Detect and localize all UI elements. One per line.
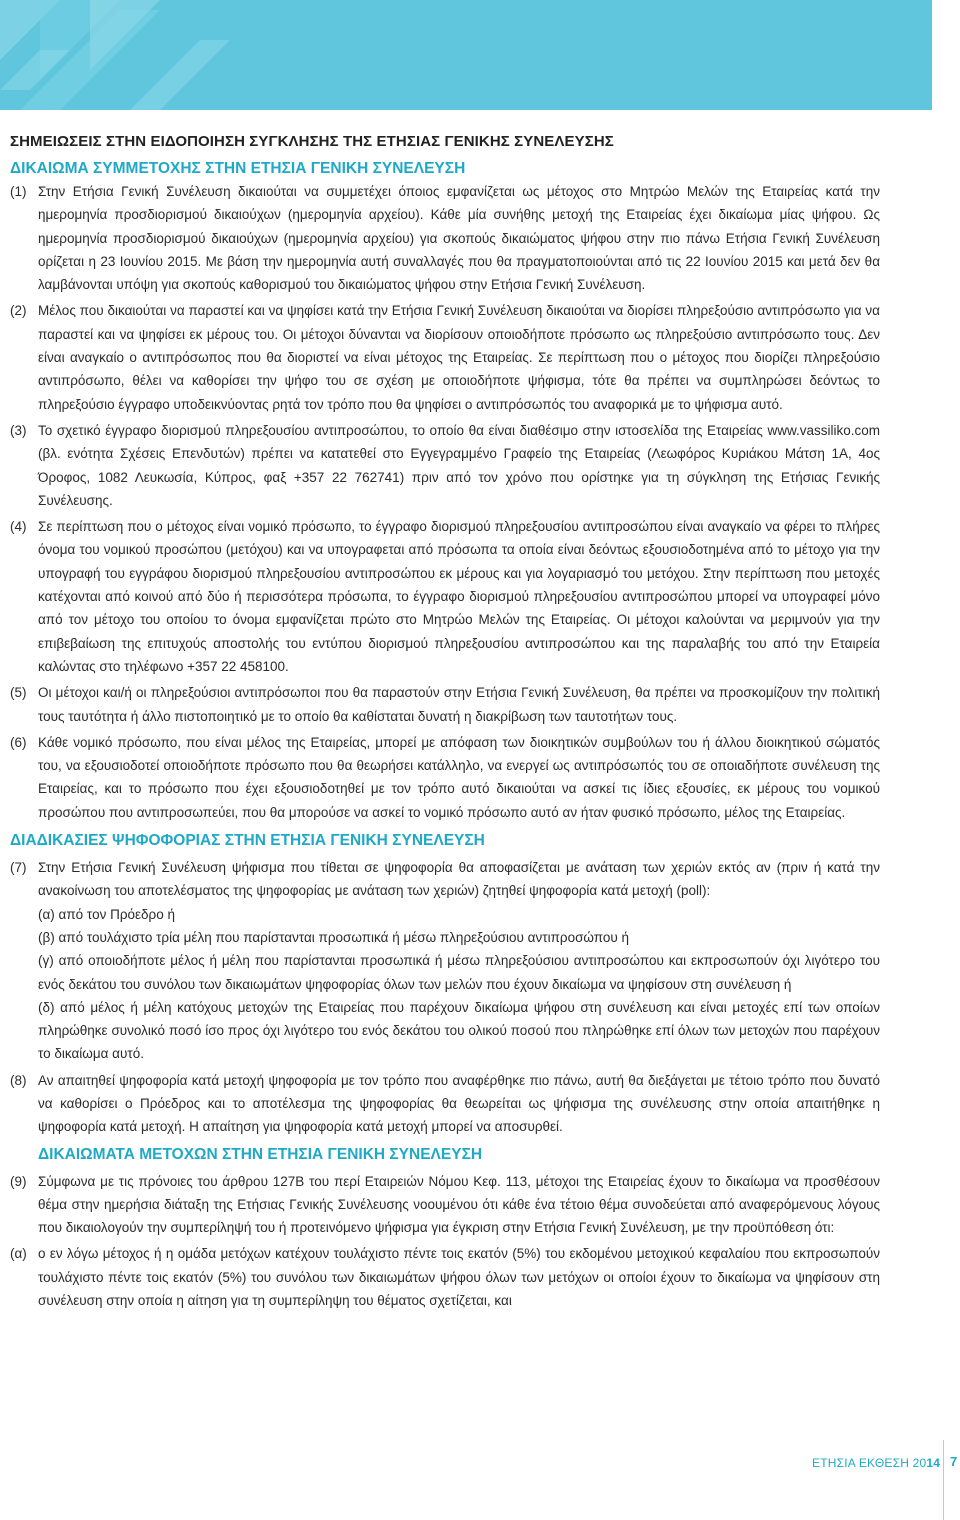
note-number: (9) [10, 1173, 27, 1189]
note-subitem-c: (γ) από οποιοδήποτε μέλος ή μέλη που παρίστανται προσωπικά ή μέσω πληρεξούσιου αντιπροσώπου και εκπροσωπούν όχι λιγότερο του ενός δεκάτου του συνόλου των δικαιωμάτων ψηφοφορίας όλων των μελών που έχουν δικαίωμα να ψηφίσουν στη συνέλευση ή [38, 953, 880, 992]
note-item-6 [10, 731, 880, 824]
note-text: Το σχετικό έγγραφο διορισμού πληρεξουσίου αντιπροσώπου, το οποίο θα είναι διαθέσιμο στην ιστοσελίδα της Εταιρείας www.vassiliko.com (βλ. ενότητα Σχέσεις Επενδυτών) πρέπει να κατατεθεί στο Εγγεγραμμένο Γραφείο της Εταιρείας (Λεωφόρος Κυριάκου Μάτση 1Α, 4ος Όροφος, 1082 Λευκωσία, Κύπρος, φαξ +357 22 762741) πριν από τον χρόνο που ορίστηκε για τη σύγκληση της Ετήσιας Γενικής Συνέλευσης. [38, 422, 880, 508]
page-number: 7 [950, 1454, 958, 1469]
footer-label: ΕΤΗΣΙΑ ΕΚΘΕΣΗ 20 [812, 1456, 927, 1470]
section-title-rights: ΔΙΚΑΙΩΜΑΤΑ ΜΕΤΟΧΩΝ ΣΤΗΝ ΕΤΗΣΙΑ ΓΕΝΙΚΗ ΣΥΝΕΛΕΥΣΗ [38, 1145, 483, 1163]
note-text: Μέλος που δικαιούται να παραστεί και να ψηφίσει κατά την Ετήσια Γενική Συνέλευση δικαιούται να διορίσει πληρεξούσιο αντιπρόσωπο για να παραστεί και να ψηφίσει εκ μέρους του. Οι μέτοχοι δύνανται να διορίσουν οποιοδήποτε πρόσωπο ως πληρεξούσιο αντιπρόσωπο τους. Δεν είναι αναγκαίο ο αντιπρόσωπος που θα διοριστεί να είναι μέτοχος της Εταιρείας. Σε περίπτωση που ο μέτοχος που διορίζει πληρεξούσιο αντιπρόσωπο, θέλει να καθορίσει την ψήφο του σε σχέση με οποιοδήποτε ψήφισμα, τότε θα πρέπει να συμπληρώσει δεόντως το πληρεξούσιο έγγραφο υποδεικνύοντας ρητά τον τρόπο που θα ψηφίσει ο αντιπρόσωπός του αναφορικά με το ψήφισμα αυτό. [38, 303, 880, 412]
note-text: Οι μέτοχοι και/ή οι πληρεξούσιοι αντιπρόσωποι που θα παραστούν στην Ετήσια Γενική Συνέλευση, θα πρέπει να προσκομίζουν την πολιτική τους ταυτότητα ή άλλο πιστοποιητικό με το οποίο θα καθίσταται δυνατή η διακρίβωση των ταυτοτήτων τους. [38, 685, 880, 724]
note-subitem-text: ο εν λόγω μέτοχος ή η ομάδα μετόχων κατέχουν τουλάχιστο πέντε τοις εκατόν (5%) του εκδομένου μετοχικού κεφαλαίου που εκπροσωπούν τουλάχιστο πέντε τοις εκατόν (5%) του συνόλου των δικαιωμάτων ψήφου όλων των μετόχων οι οποίοι έχουν το δικαίωμα να ψηφίσουν στη συνέλευση στην οποία η αίτηση για τη συμπερίληψη του θέματος σχετίζεται, και [38, 1246, 880, 1309]
note-item-7 [10, 856, 880, 1066]
note-text: Στην Ετήσια Γενική Συνέλευση ψήφισμα που τίθεται σε ψηφοφορία θα αποφασίζεται με ανάταση των χεριών εκτός αν (πριν ή κατά την ανακοίνωση του αποτελέσματος της ψηφοφορίας με ανάταση των χεριών) ζητηθεί ψηφοφορία κατά μετοχή (poll): [38, 860, 880, 899]
footer-report-label [812, 1456, 940, 1470]
note-number: (2) [10, 303, 27, 319]
document-body [10, 133, 880, 1315]
page-title: ΣΗΜΕΙΩΣΕΙΣ ΣΤΗΝ ΕΙΔΟΠΟΙΗΣΗ ΣΥΓΚΛΗΣΗΣ ΤΗΣ ΕΤΗΣΙΑΣ ΓΕΝΙΚΗΣ ΣΥΝΕΛΕΥΣΗΣ [10, 133, 614, 150]
note-item-8 [10, 1069, 880, 1139]
note-text: Σύμφωνα με τις πρόνοιες του άρθρου 127Β του περί Εταιρειών Νόμου Κεφ. 113, μέτοχοι της Εταιρείας έχουν το δικαίωμα να προσθέσουν θέμα στην ημερήσια διάταξη της Ετήσιας Γενικής Συνέλευσης νοουμένου ότι κάθε ένα τέτοιο θέμα συνοδεύεται από αναφερόμενους λόγους που δικαιολογούν την συμπερίληψή του ή προτεινόμενο ψήφισμα για έγκριση στην Ετήσια Γενική Συνέλευση, με την προϋπόθεση ότι: [38, 1173, 880, 1236]
header-banner [0, 0, 932, 110]
note-text: Σε περίπτωση που ο μέτοχος είναι νομικό πρόσωπο, το έγγραφο διορισμού πληρεξουσίου αντιπροσώπου είναι αναγκαίο να φέρει το πλήρες όνομα του νομικού προσώπου (μετόχου) και να υπογραφεται από πρόσωπα τα οποία είναι δεόντως εξουσιοδοτημένα από το μέτοχο για την υπογραφή του εγγράφου διορισμού πληρεξουσίου αντιπροσώπου εκ μέρους και για λογαριασμό του μετόχου. Στην περίπτωση που μετοχές κατέχονται από κοινού από δύο ή περισσότερα πρόσωπα, το έγγραφο διορισμού πληρεξουσίου αντιπροσώπου μπορεί να υπογραφεί μόνο από τον μέτοχο του οποίου το όνομα εμφανίζεται πρώτο στο Μητρώο Μελών της Εταιρείας. Οι μέτοχοι καλούνται να μεριμνούν για την επιβεβαίωση της επιτυχούς αποστολής του εντύπου διορισμού πληρεξουσίου αντιπροσώπου και της παραλαβής του από την Εταιρεία καλώντας στο τηλέφωνο +357 22 458100. [38, 519, 880, 674]
note-number: (4) [10, 519, 27, 535]
decorative-pattern-icon [0, 0, 932, 110]
note-item-4 [10, 515, 880, 678]
note-item-1 [10, 180, 880, 296]
note-item-2 [10, 299, 880, 415]
section-title-voting: ΔΙΑΔΙΚΑΣΙΕΣ ΨΗΦΟΦΟΡΙΑΣ ΣΤΗΝ ΕΤΗΣΙΑ ΓΕΝΙΚΗ ΣΥΝΕΛΕΥΣΗ [10, 832, 485, 850]
note-item-5 [10, 681, 880, 728]
note-text-group [38, 856, 880, 1066]
note-text: Στην Ετήσια Γενική Συνέλευση δικαιούται να συμμετέχει όποιος εμφανίζεται ως μέτοχος στο Μητρώο Μελών της Εταιρείας κατά την ημερομηνία προσδιορισμού δικαιούχων (ημερομηνία αρχείου). Κάθε μία συνήθης μετοχή της Εταιρείας έχει δικαίωμα μίας ψήφου. Ως ημερομηνία προσδιορισμού δικαιούχων (ημερομηνία αρχείου) για σκοπούς δικαιώματος ψήφου στην πιο πάνω Ετήσια Γενική Συνέλευση ορίζεται η 23 Ιουνίου 2015. Με βάση την ημερομηνία αυτή συναλλαγές που θα πραγματοποιούνται από τις 22 Ιουνίου 2015 και μετά δεν θα λαμβάνονται υπόψη για σκοπούς καθορισμού του δικαιώματος ψήφου στην Ετήσια Γενική Συνέλευση. [38, 184, 880, 293]
note-item-9 [10, 1170, 880, 1240]
note-number: (8) [10, 1072, 27, 1088]
note-number: (1) [10, 184, 27, 199]
note-subitem-b: (β) από τουλάχιστο τρία μέλη που παρίστανται προσωπικά ή μέσω πληρεξούσιου αντιπροσώπου ή [38, 929, 630, 945]
note-text: Αν απαιτηθεί ψηφοφορία κατά μετοχή ψηφοφορία με τον τρόπο που αναφέρθηκε πιο πάνω, αυτή θα διεξάγεται με τέτοιο τρόπο που δυνατό να καθορίσει ο Πρόεδρος και το αποτέλεσμα της ψηφοφορίας θα θεωρείται ως ψήφισμα της συνέλευσης στην οποία απαιτήθηκε η ψηφοφορία κατά μετοχή. Η απαίτηση για ψηφοφορία κατά μετοχή μπορεί να αποσυρθεί. [38, 1072, 880, 1135]
note-text-group [38, 1170, 880, 1240]
note-item-3 [10, 419, 880, 512]
note-subitem-a: (α) από τον Πρόεδρο ή [38, 906, 175, 922]
note-number: (5) [10, 685, 27, 701]
page-divider [943, 1440, 944, 1520]
section-title-participation: ΔΙΚΑΙΩΜΑ ΣΥΜΜΕΤΟΧΗΣ ΣΤΗΝ ΕΤΗΣΙΑ ΓΕΝΙΚΗ ΣΥΝΕΛΕΥΣΗ [10, 160, 466, 177]
note-subitem-label: (α) [10, 1246, 27, 1262]
footer-year: 14 [926, 1456, 941, 1470]
note-subitem-row [10, 1242, 880, 1312]
note-text: Κάθε νομικό πρόσωπο, που είναι μέλος της Εταιρείας, μπορεί με απόφαση των διοικητικών συμβούλων του ή άλλου διοικητικού σώματός του, να εξουσιοδοτεί οποιοδήποτε πρόσωπο που θα θεωρήσει κατάλληλο, να ενεργεί ως αντιπρόσωπός του σε οποιαδήποτε συνέλευση της Εταιρείας, και το πρόσωπο που έχει εξουσιοδοτηθεί με τον τρόπο αυτό δικαιούται να ασκεί τις ίδιες εξουσίες, εκ μέρους του νομικού προσώπου που αντιπροσωπεύει, που θα μπορούσε να ασκεί το νομικό πρόσωπο αυτό αν ήταν φυσικό πρόσωπο, μέλος της Εταιρείας. [38, 734, 880, 820]
note-number: (7) [10, 860, 27, 876]
note-number: (3) [10, 422, 27, 438]
note-number: (6) [10, 734, 27, 750]
note-subitem-d: (δ) από μέλος ή μέλη κατόχους μετοχών της Εταιρείας που παρέχουν δικαίωμα ψήφου στη συνέλευση και είναι μετοχές επί των οποίων πληρώθηκε συνολικό ποσό ίσο προς όχι λιγότερο του ενός δεκάτου του ολικού ποσού που πληρώθηκε επί όλων των μετοχών που παρέχουν το δικαίωμα αυτό. [38, 999, 880, 1062]
